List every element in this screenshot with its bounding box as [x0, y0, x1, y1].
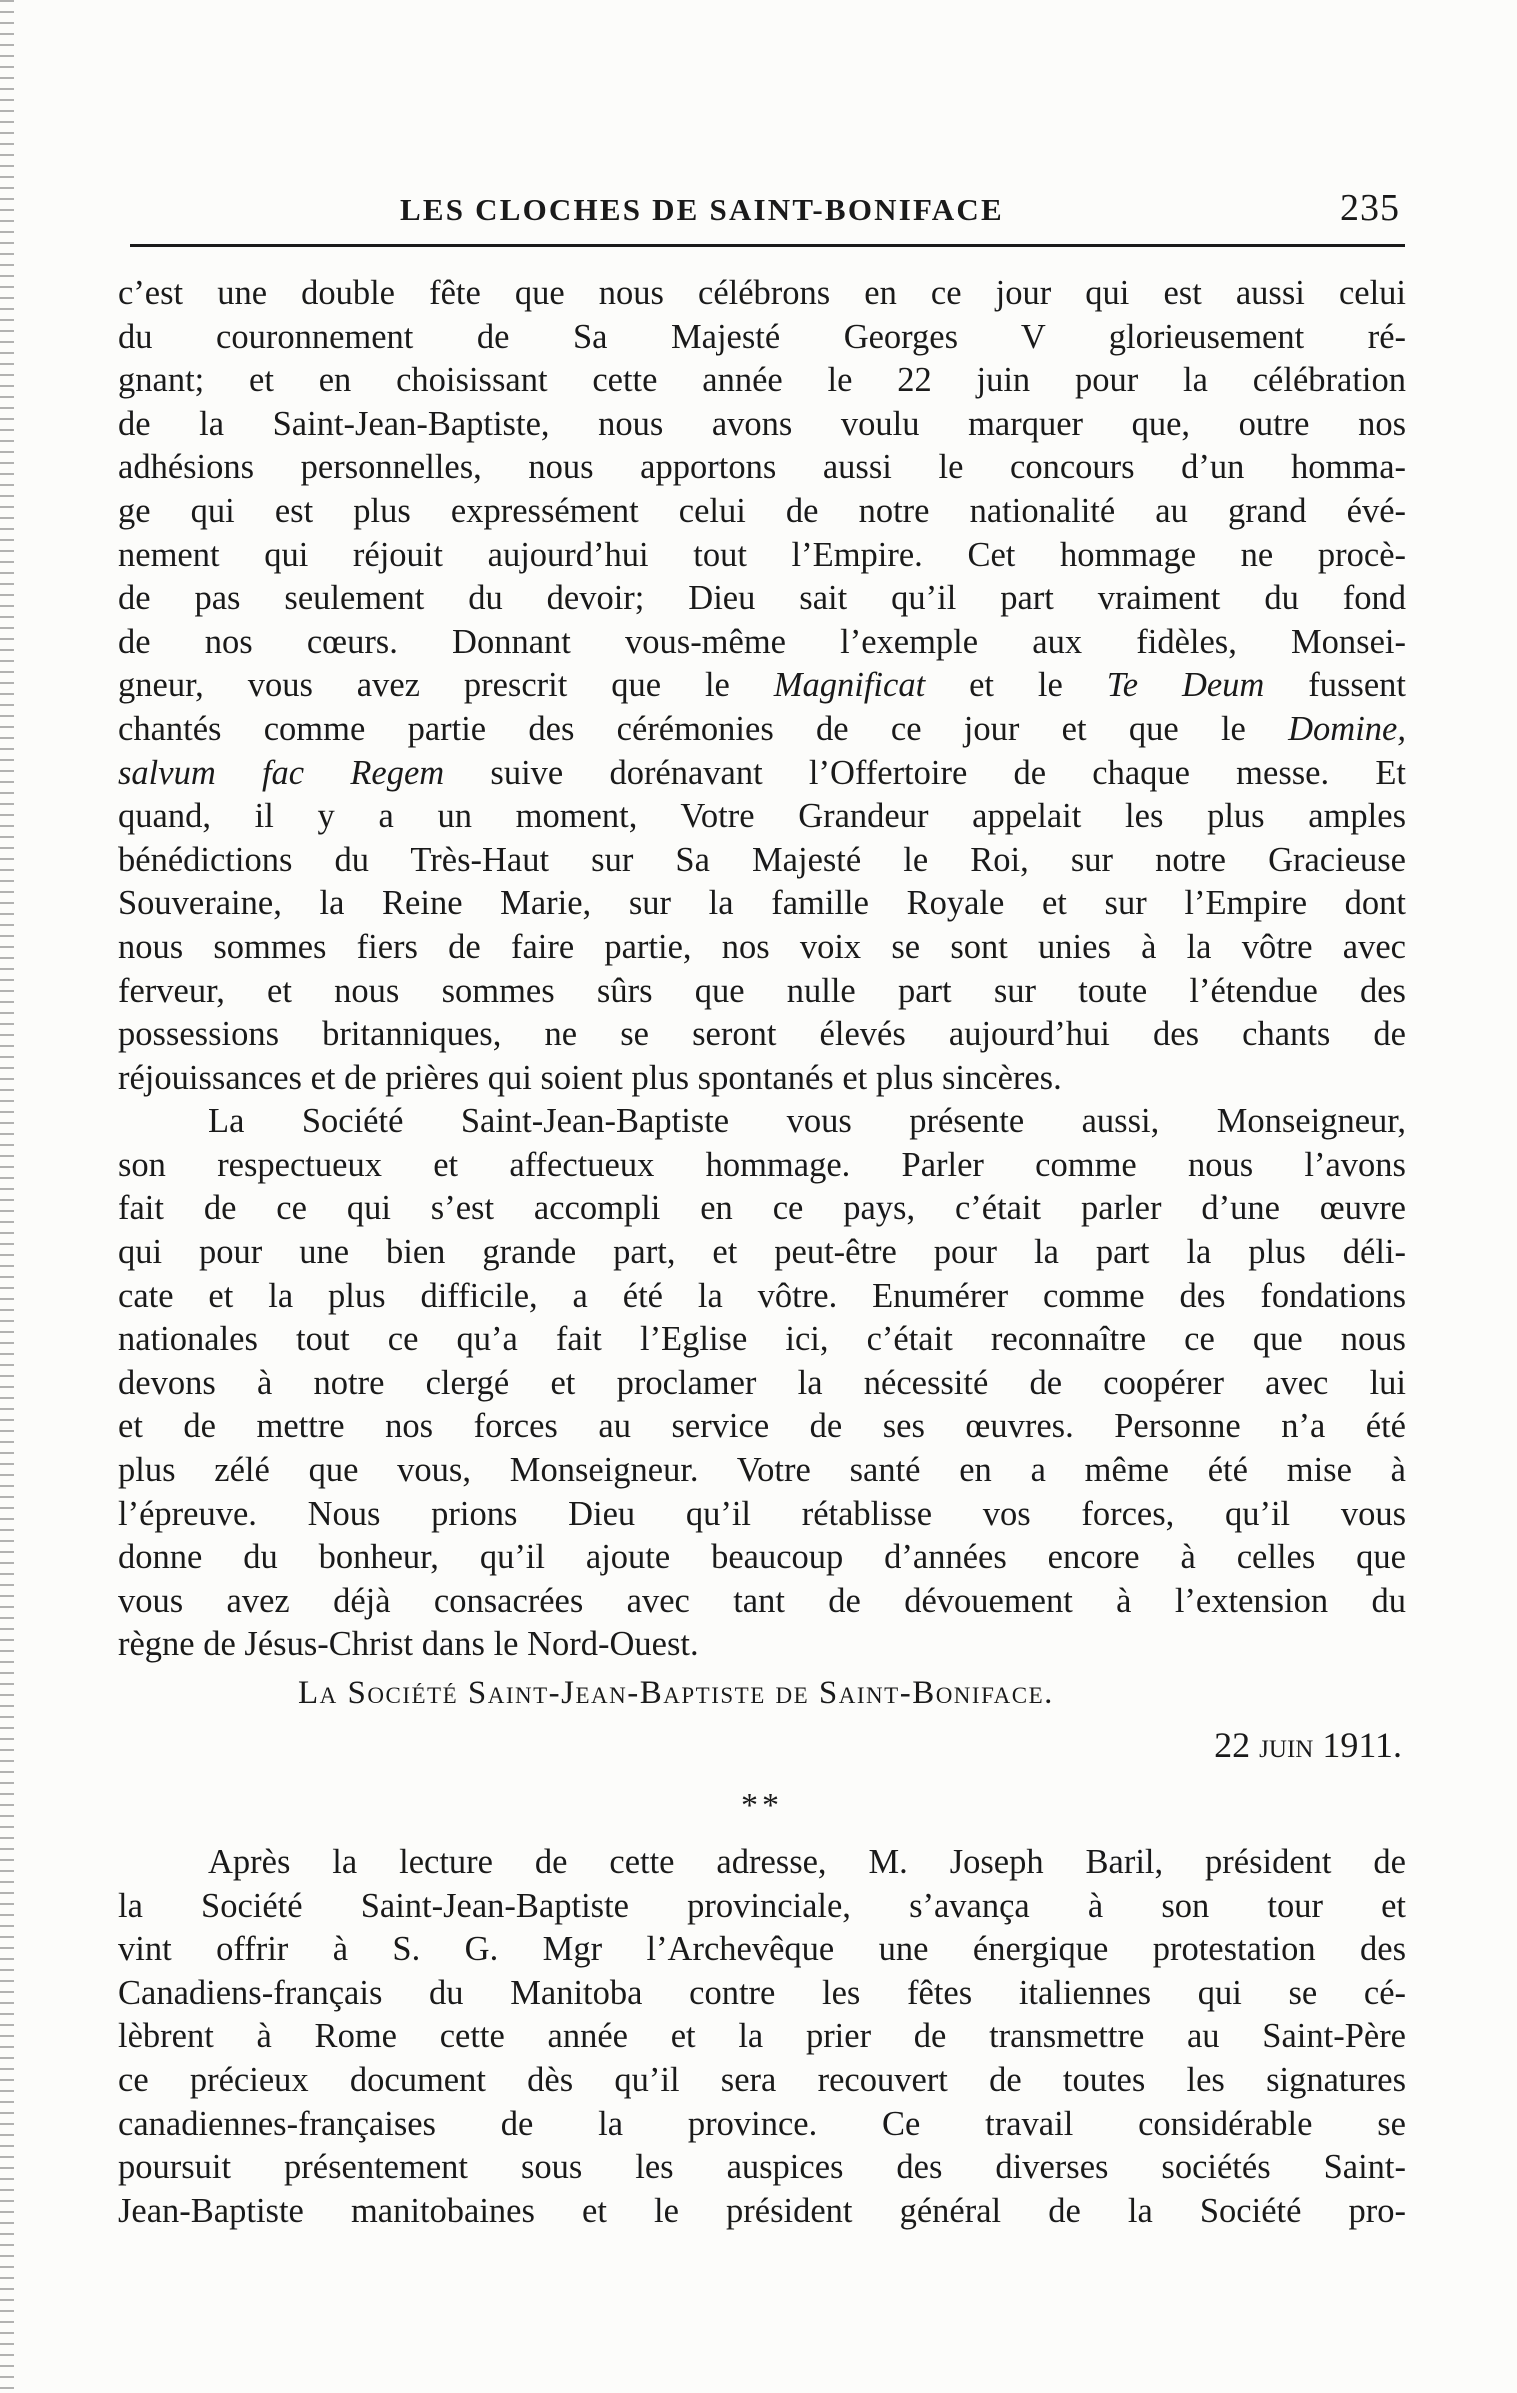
paragraph-society-homage [118, 1100, 1406, 1667]
section-asterism: ** [741, 1787, 783, 1824]
text-line: possessions britanniques, ne se seront élevés aujourd’hui des chants de [118, 1015, 1406, 1054]
text-line: Jean-Baptiste manitobaines et le président général de la Société pro- [118, 2191, 1406, 2230]
text-line: de la Saint-Jean-Baptiste, nous avons voulu marquer que, outre nos [118, 404, 1406, 443]
text-line: nationales tout ce qu’a fait l’Eglise ici, c’était reconnaître ce que nous [118, 1320, 1406, 1359]
text-line: nement qui réjouit aujourd’hui tout l’Empire. Cet hommage ne procè- [118, 535, 1406, 574]
text-line: règne de Jésus-Christ dans le Nord-Ouest. [118, 1625, 699, 1664]
text-line: La Société Saint-Jean-Baptiste vous présente aussi, Monseigneur, [208, 1102, 1406, 1141]
te-deum-title: Te Deum [1106, 666, 1265, 705]
text-segment: fussent [1264, 666, 1406, 705]
text-line: vint offrir à S. G. Mgr l’Archevêque une énergique protestation des [118, 1930, 1406, 1969]
text-line: ferveur, et nous sommes sûrs que nulle part sur toute l’étendue des [118, 971, 1406, 1010]
text-line: qui pour une bien grande part, et peut-être pour la part la plus déli- [118, 1233, 1406, 1272]
signature: La Société Saint-Jean-Baptiste de Saint-Boniface. [298, 1675, 1054, 1711]
text-line: ce précieux document dès qu’il sera recouvert de toutes les signatures [118, 2060, 1406, 2099]
text-line: ge qui est plus expressément celui de notre nationalité au grand évé- [118, 491, 1406, 530]
paragraph-address-continuation [118, 272, 1406, 1100]
page-number: 235 [1340, 187, 1400, 229]
text-line: et de mettre nos forces au service de ses œuvres. Personne n’a été [118, 1407, 1406, 1446]
running-title: LES CLOCHES DE SAINT-BONIFACE [400, 192, 1004, 227]
header-rule [130, 244, 1405, 247]
text-line: réjouissances et de prières qui soient plus spontanés et plus sincères. [118, 1058, 1062, 1097]
text-line: plus zélé que vous, Monseigneur. Votre santé en a même été mise à [118, 1451, 1406, 1490]
text-line: devons à notre clergé et proclamer la nécessité de coopérer avec lui [118, 1363, 1406, 1402]
text-line: donne du bonheur, qu’il ajoute beaucoup d’années encore à celles que [118, 1538, 1406, 1577]
text-line: du couronnement de Sa Majesté Georges V glorieusement ré- [118, 317, 1406, 356]
body-text [118, 272, 1406, 2233]
text-line [118, 708, 1406, 752]
paragraph-protest [118, 1841, 1406, 2233]
text-segment: gneur, vous avez prescrit que le [118, 666, 774, 705]
text-line: vous avez déjà consacrées avec tant de dévouement à l’extension du [118, 1581, 1406, 1620]
text-line: poursuit présentement sous les auspices des diverses sociétés Saint- [118, 2148, 1406, 2187]
text-line: Après la lecture de cette adresse, M. Joseph Baril, président de [208, 1843, 1406, 1881]
text-line: adhésions personnelles, nous apportons aussi le concours d’un homma- [118, 448, 1406, 487]
text-line: gnant; et en choisissant cette année le 22 juin pour la célébration [118, 361, 1406, 400]
text-segment: et le [925, 666, 1107, 705]
text-line: son respectueux et affectueux hommage. Parler comme nous l’avons [118, 1145, 1406, 1184]
text-line: nous sommes fiers de faire partie, nos voix se sont unies à la vôtre avec [118, 927, 1406, 966]
text-line: quand, il y a un moment, Votre Grandeur appelait les plus amples [118, 797, 1406, 836]
text-line [118, 664, 1406, 708]
text-line: bénédictions du Très-Haut sur Sa Majesté le Roi, sur notre Gracieuse [118, 840, 1406, 879]
text-line: l’épreuve. Nous prions Dieu qu’il rétablisse vos forces, qu’il vous [118, 1494, 1406, 1533]
text-line: Canadiens-français du Manitoba contre les fêtes italiennes qui se cé- [118, 1973, 1406, 2012]
text-line: fait de ce qui s’est accompli en ce pays, c’était parler d’une œuvre [118, 1189, 1406, 1228]
page-header [130, 180, 1400, 240]
text-line: de nos cœurs. Donnant vous-même l’exemple aux fidèles, Monsei- [118, 622, 1406, 661]
domine-title: Domine, [1288, 709, 1406, 748]
text-line: canadiennes-françaises de la province. Ce travail considérable se [118, 2104, 1406, 2143]
date-line: 22 juin 1911. [1214, 1725, 1402, 1765]
text-line: c’est une double fête que nous célébrons en ce jour qui est aussi celui [118, 274, 1406, 312]
text-line: Souveraine, la Reine Marie, sur la famille Royale et sur l’Empire dont [118, 884, 1406, 923]
text-segment: suive dorénavant l’Offertoire de chaque messe. Et [444, 753, 1406, 792]
text-line: la Société Saint-Jean-Baptiste provinciale, s’avança à son tour et [118, 1886, 1406, 1925]
text-line: cate et la plus difficile, a été la vôtre. Enumérer comme des fondations [118, 1276, 1406, 1315]
text-line [118, 752, 1406, 796]
text-line: lèbrent à Rome cette année et la prier de transmettre au Saint-Père [118, 2017, 1406, 2056]
text-line: de pas seulement du devoir; Dieu sait qu’il part vraiment du fond [118, 579, 1406, 618]
salvum-fac-regem-title: salvum fac Regem [118, 753, 445, 792]
magnificat-title: Magnificat [773, 666, 926, 705]
scan-edge-noise [0, 0, 14, 2393]
text-segment: chantés comme partie des cérémonies de ce jour et que le [118, 709, 1289, 748]
